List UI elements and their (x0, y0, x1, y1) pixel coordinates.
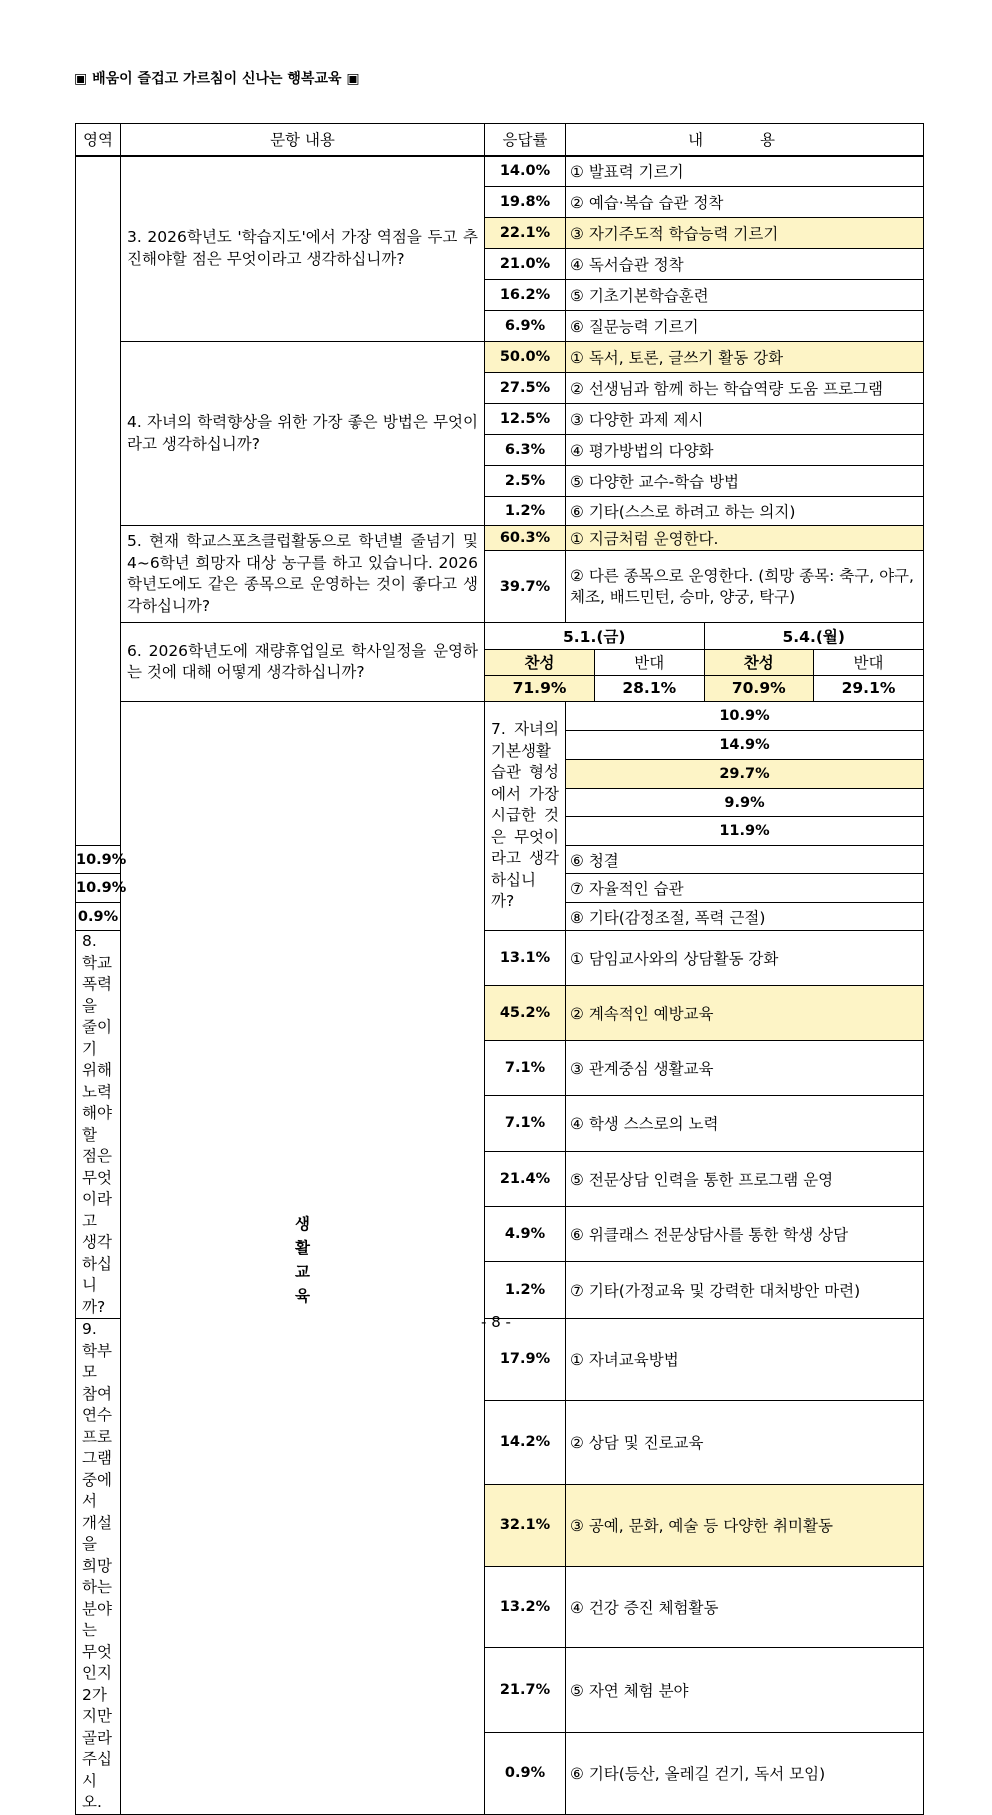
answer-cell: ④ 독서습관 정착 (566, 249, 924, 280)
header-content (566, 124, 924, 156)
rate-cell: 0.9% (485, 1732, 566, 1814)
answer-cell-highlight: ③ 공예, 문화, 예술 등 다양한 취미활동 (566, 1485, 924, 1567)
rate-cell: 10.9% (76, 874, 121, 903)
answer-cell: ⑥ 기타(스스로 하려고 하는 의지) (566, 497, 924, 526)
rate-cell: 14.2% (485, 1400, 566, 1485)
answer-cell: ④ 학생 스스로의 노력 (566, 1096, 924, 1151)
rate-cell-highlight: 45.2% (485, 986, 566, 1041)
answer-cell: ⑤ 다양한 교수-학습 방법 (566, 466, 924, 497)
rate-cell: 7.1% (485, 1041, 566, 1096)
question-3: 3. 2026학년도 '학습지도'에서 가장 역점을 두고 추진해야할 점은 무엇이라고 생각하십니까? (121, 156, 485, 342)
header-area: 영역 (76, 124, 121, 156)
rate-cell: 1.2% (485, 1261, 566, 1318)
vote-label-agree: 찬성 (485, 649, 595, 675)
rate-cell: 10.9% (76, 846, 121, 874)
vote-cell (485, 623, 924, 702)
answer-cell-highlight: ① 지금처럼 운영한다. (566, 526, 924, 551)
rate-cell-highlight: 29.7% (566, 760, 924, 789)
rate-cell: 10.9% (566, 702, 924, 731)
answer-cell: ⑥ 청결 (566, 846, 924, 874)
vote-value-agree: 71.9% (485, 675, 595, 701)
vote-value-agree: 70.9% (704, 675, 814, 701)
table-header-row (76, 124, 924, 156)
rate-cell-highlight: 32.1% (485, 1485, 566, 1567)
vote-table (485, 623, 923, 701)
answer-cell: ⑤ 전문상담 인력을 통한 프로그램 운영 (566, 1151, 924, 1206)
question-9: 9. 학부모 참여 연수 프로그램 중에서 개설을 희망하는 분야는 무엇인지 2가지만 골라 주십시오. (76, 1319, 121, 1815)
header-question: 문항 내용 (121, 124, 485, 156)
answer-cell: ⑦ 기타(가정교육 및 강력한 대처방안 마련) (566, 1261, 924, 1318)
rate-cell: 4.9% (485, 1206, 566, 1261)
vote-label-disagree: 반대 (595, 649, 705, 675)
rate-cell-highlight: 60.3% (485, 526, 566, 551)
answer-cell-highlight: ① 독서, 토론, 글쓰기 활동 강화 (566, 342, 924, 373)
rate-cell: 0.9% (76, 903, 121, 931)
rate-cell-highlight: 50.0% (485, 342, 566, 373)
survey-results-table (75, 123, 924, 1815)
rate-cell: 21.4% (485, 1151, 566, 1206)
answer-cell: ⑥ 위클래스 전문상담사를 통한 학생 상담 (566, 1206, 924, 1261)
rate-cell: 6.3% (485, 435, 566, 466)
rate-cell: 27.5% (485, 373, 566, 404)
table-row (76, 526, 924, 551)
answer-cell: ⑦ 자율적인 습관 (566, 874, 924, 903)
answer-cell: ⑥ 기타(등산, 올레길 걷기, 독서 모임) (566, 1732, 924, 1814)
rate-cell-highlight: 22.1% (485, 218, 566, 249)
answer-cell: ① 담임교사와의 상담활동 강화 (566, 931, 924, 986)
vote-label-agree: 찬성 (704, 649, 814, 675)
rate-cell: 13.2% (485, 1566, 566, 1648)
answer-cell: ① 자녀교육방법 (566, 1319, 924, 1401)
rate-cell: 1.2% (485, 497, 566, 526)
header-rate: 응답률 (485, 124, 566, 156)
answer-cell: ③ 다양한 과제 제시 (566, 404, 924, 435)
rate-cell: 7.1% (485, 1096, 566, 1151)
vote-value-disagree: 28.1% (595, 675, 705, 701)
area-label-lifestyle: 생활교육 (295, 1214, 310, 1305)
question-5: 5. 현재 학교스포츠클럽활동으로 학년별 줄넘기 및 4~6학년 희망자 대상 농구를 하고 있습니다. 2026학년도에도 같은 종목으로 운영하는 것이 좋다고 생각하십니까? (121, 526, 485, 623)
answer-cell: ④ 건강 증진 체험활동 (566, 1566, 924, 1648)
rate-cell: 17.9% (485, 1319, 566, 1401)
answer-cell: ⑤ 기초기본학습훈련 (566, 280, 924, 311)
answer-cell: ② 다른 종목으로 운영한다. (희망 종목: 축구, 야구, 체조, 배드민턴, 승마, 양궁, 탁구) (566, 551, 924, 623)
rate-cell: 19.8% (485, 187, 566, 218)
answer-cell-highlight: ② 계속적인 예방교육 (566, 986, 924, 1041)
rate-cell: 12.5% (485, 404, 566, 435)
question-6: 6. 2026학년도에 재량휴업일로 학사일정을 운영하는 것에 대해 어떻게 생각하십니까? (121, 623, 485, 702)
answer-cell: ② 상담 및 진로교육 (566, 1400, 924, 1485)
answer-cell: ⑥ 질문능력 기르기 (566, 311, 924, 342)
area-cell-learning (76, 156, 121, 846)
page-heading: ▣ 배움이 즐겁고 가르침이 신나는 행복교육 ▣ (74, 71, 360, 87)
rate-cell: 21.7% (485, 1648, 566, 1733)
rate-cell: 13.1% (485, 931, 566, 986)
rate-cell: 39.7% (485, 551, 566, 623)
table-row (76, 156, 924, 187)
answer-cell: ② 예습·복습 습관 정착 (566, 187, 924, 218)
page-number: - 8 - (481, 1313, 511, 1331)
rate-cell: 2.5% (485, 466, 566, 497)
answer-cell: ③ 관계중심 생활교육 (566, 1041, 924, 1096)
question-8: 8. 학교폭력을 줄이기 위해 노력해야 할 점은 무엇이라고 생각하십니까? (76, 931, 121, 1319)
table-row (76, 342, 924, 373)
table-row (76, 702, 924, 731)
answer-cell: ④ 평가방법의 다양화 (566, 435, 924, 466)
rate-cell: 16.2% (485, 280, 566, 311)
rate-cell: 14.0% (485, 156, 566, 187)
header-content-label: 내 용 (688, 131, 801, 150)
answer-cell: ① 발표력 기르기 (566, 156, 924, 187)
answer-cell: ② 선생님과 함께 하는 학습역량 도움 프로그램 (566, 373, 924, 404)
question-4: 4. 자녀의 학력향상을 위한 가장 좋은 방법은 무엇이라고 생각하십니까? (121, 342, 485, 526)
table-row (76, 623, 924, 702)
rate-cell: 11.9% (566, 817, 924, 846)
vote-date-2: 5.4.(월) (704, 623, 923, 649)
vote-label-disagree: 반대 (814, 649, 924, 675)
answer-cell-highlight: ③ 자기주도적 학습능력 기르기 (566, 218, 924, 249)
vote-date-1: 5.1.(금) (485, 623, 704, 649)
rate-cell: 6.9% (485, 311, 566, 342)
question-7: 7. 자녀의 기본생활습관 형성에서 가장 시급한 것은 무엇이라고 생각하십니까? (485, 702, 566, 931)
answer-cell: ⑧ 기타(감정조절, 폭력 근절) (566, 903, 924, 931)
area-cell-lifestyle (121, 702, 485, 1815)
rate-cell: 21.0% (485, 249, 566, 280)
vote-value-disagree: 29.1% (814, 675, 924, 701)
answer-cell: ⑤ 자연 체험 분야 (566, 1648, 924, 1733)
rate-cell: 9.9% (566, 789, 924, 817)
rate-cell: 14.9% (566, 731, 924, 760)
